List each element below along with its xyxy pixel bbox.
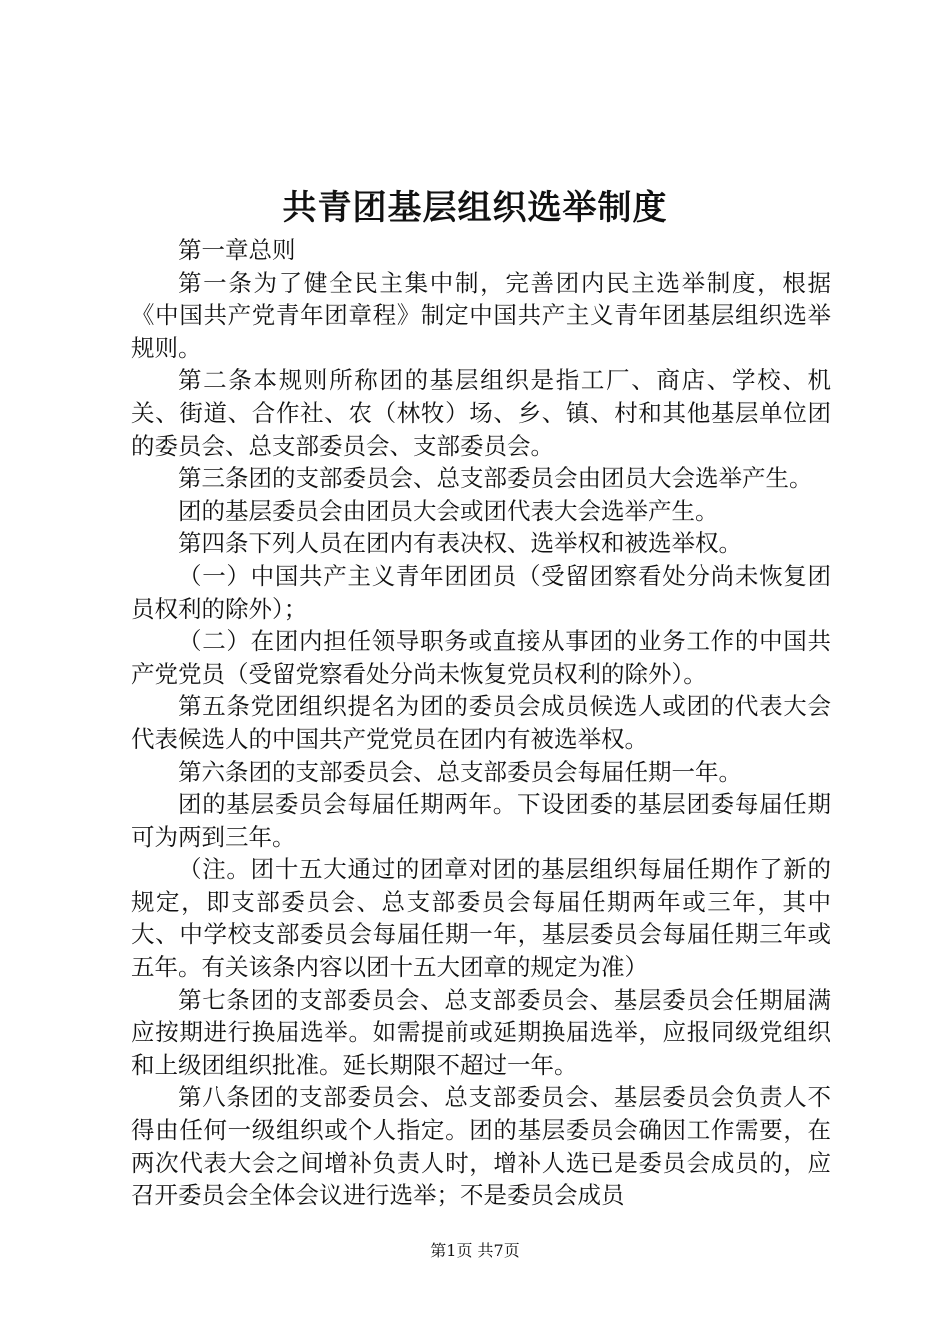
paragraph: 第三条团的支部委员会、总支部委员会由团员大会选举产生。 <box>178 464 813 493</box>
paragraph: 团的基层委员会每届任期两年。下设团委的基层团委每届任期可为两到三年。 <box>131 790 831 851</box>
paragraph: 第七条团的支部委员会、总支部委员会、基层委员会任期届满应按期进行换届选举。如需提前或延期换届选举，应报同级党组织和上级团组织批准。延长期限不超过一年。 <box>131 985 831 1079</box>
paragraph: 第六条团的支部委员会、总支部委员会每届任期一年。 <box>178 757 742 786</box>
page-footer: 第1页 共7页 <box>430 1241 520 1260</box>
chapter-heading: 第一章总则 <box>178 236 296 264</box>
paragraph: 第一条为了健全民主集中制，完善团内民主选举制度，根据《中国共产党青年团章程》制定中国共产主义青年团基层组织选举规则。 <box>131 268 831 362</box>
paragraph: 团的基层委员会由团员大会或团代表大会选举产生。 <box>178 496 719 525</box>
paragraph: （二）在团内担任领导职务或直接从事团的业务工作的中国共产党党员（受留党察看处分尚未恢复党员权利的除外）。 <box>131 627 831 688</box>
paragraph: 第二条本规则所称团的基层组织是指工厂、商店、学校、机关、街道、合作社、农（林牧）场、乡、镇、村和其他基层单位团的委员会、总支部委员会、支部委员会。 <box>131 366 831 460</box>
paragraph: （注。团十五大通过的团章对团的基层组织每届任期作了新的规定，即支部委员会、总支部委员会每届任期两年或三年，其中大、中学校支部委员会每届任期一年，基层委员会每届任期三年或五年。有关该条内容以团十五大团章的规定为准） <box>131 855 831 982</box>
paragraph: 第五条党团组织提名为团的委员会成员候选人或团的代表大会代表候选人的中国共产党党员在团内有被选举权。 <box>131 692 831 753</box>
paragraph: 第八条团的支部委员会、总支部委员会、基层委员会负责人不得由任何一级组织或个人指定。团的基层委员会确因工作需要，在两次代表大会之间增补负责人时，增补人选已是委员会成员的，应召开委员会全体会议进行选举；不是委员会成员 <box>131 1083 831 1210</box>
paragraph: 第四条下列人员在团内有表决权、选举权和被选举权。 <box>178 529 742 558</box>
document-title: 共青团基层组织选举制度 <box>282 188 668 228</box>
document-body <box>131 234 831 1212</box>
paragraph: （一）中国共产主义青年团团员（受留团察看处分尚未恢复团员权利的除外）； <box>131 561 831 623</box>
